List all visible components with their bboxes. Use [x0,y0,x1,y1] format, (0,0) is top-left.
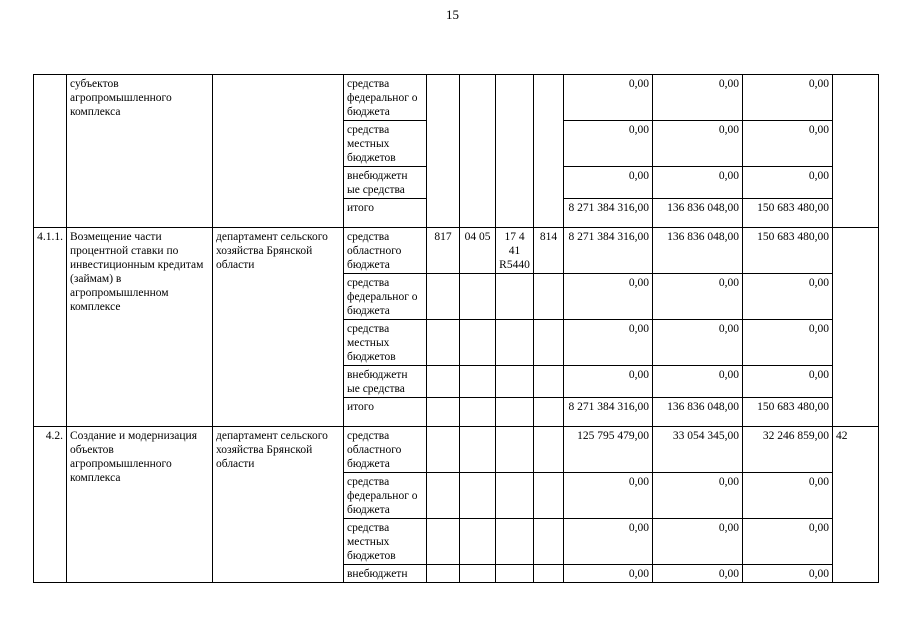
measure-index: 4.1.1. [34,228,67,427]
funding-source: итого [344,199,427,228]
measure-name: Создание и модернизация объектов агропромышленного комплекса [67,427,213,583]
funding-source: средства областного бюджета [344,228,427,274]
amount-2021: 125 795 479,00 [564,427,653,473]
funding-source: внебюджетн ые средства [344,167,427,199]
funding-source: средства федеральног о бюджета [344,473,427,519]
amount-2022: 0,00 [653,320,743,366]
funding-source: средства федеральног о бюджета [344,274,427,320]
amount-2022: 0,00 [653,274,743,320]
amount-2023: 150 683 480,00 [743,228,833,274]
funding-source: средства местных бюджетов [344,121,427,167]
amount-2023: 0,00 [743,519,833,565]
amount-2021: 8 271 384 316,00 [564,199,653,228]
table-row [34,228,879,274]
amount-2022: 136 836 048,00 [653,228,743,274]
amount-2021: 8 271 384 316,00 [564,228,653,274]
csr-code: 17 4 41 R5440 [496,228,534,274]
funding-source: внебюджетн [344,565,427,583]
amount-2023: 0,00 [743,121,833,167]
amount-2022: 0,00 [653,565,743,583]
amount-2023: 0,00 [743,75,833,121]
amount-2023: 0,00 [743,473,833,519]
amount-2021: 0,00 [564,320,653,366]
executor: департамент сельского хозяйства Брянской области [213,228,344,427]
amount-2022: 0,00 [653,75,743,121]
amount-2022: 136 836 048,00 [653,199,743,228]
amount-2023: 0,00 [743,167,833,199]
amount-2021: 0,00 [564,167,653,199]
executor: департамент сельского хозяйства Брянской области [213,427,344,583]
amount-2021: 0,00 [564,565,653,583]
table-row [34,427,879,473]
amount-2021: 0,00 [564,366,653,398]
funding-source: итого [344,398,427,427]
amount-2022: 0,00 [653,473,743,519]
budget-table [33,74,879,583]
amount-2023: 0,00 [743,366,833,398]
amount-2023: 0,00 [743,320,833,366]
funding-source: средства федеральног о бюджета [344,75,427,121]
amount-2021: 8 271 384 316,00 [564,398,653,427]
funding-source: средства местных бюджетов [344,320,427,366]
funding-source: средства местных бюджетов [344,519,427,565]
funding-source: внебюджетн ые средства [344,366,427,398]
amount-2023: 32 246 859,00 [743,427,833,473]
amount-2021: 0,00 [564,519,653,565]
amount-2022: 136 836 048,00 [653,398,743,427]
amount-2023: 0,00 [743,274,833,320]
amount-2022: 0,00 [653,519,743,565]
amount-2022: 33 054 345,00 [653,427,743,473]
table-row [34,75,879,121]
amount-2021: 0,00 [564,75,653,121]
funding-source: средства областного бюджета [344,427,427,473]
amount-2023: 150 683 480,00 [743,398,833,427]
indicator-number: 42 [833,427,879,583]
amount-2022: 0,00 [653,366,743,398]
amount-2023: 0,00 [743,565,833,583]
measure-index: 4.2. [34,427,67,583]
amount-2022: 0,00 [653,167,743,199]
amount-2021: 0,00 [564,121,653,167]
amount-2023: 150 683 480,00 [743,199,833,228]
measure-name: Возмещение части процентной ставки по инвестиционным кредитам (займам) в агропромышленном комплексе [67,228,213,427]
amount-2022: 0,00 [653,121,743,167]
amount-2021: 0,00 [564,274,653,320]
grbs-code: 817 [427,228,460,274]
page-number: 15 [446,7,459,22]
vr-code: 814 [534,228,564,274]
rzpr-code: 04 05 [460,228,496,274]
measure-name: субъектов агропромышленного комплекса [67,75,213,228]
amount-2021: 0,00 [564,473,653,519]
